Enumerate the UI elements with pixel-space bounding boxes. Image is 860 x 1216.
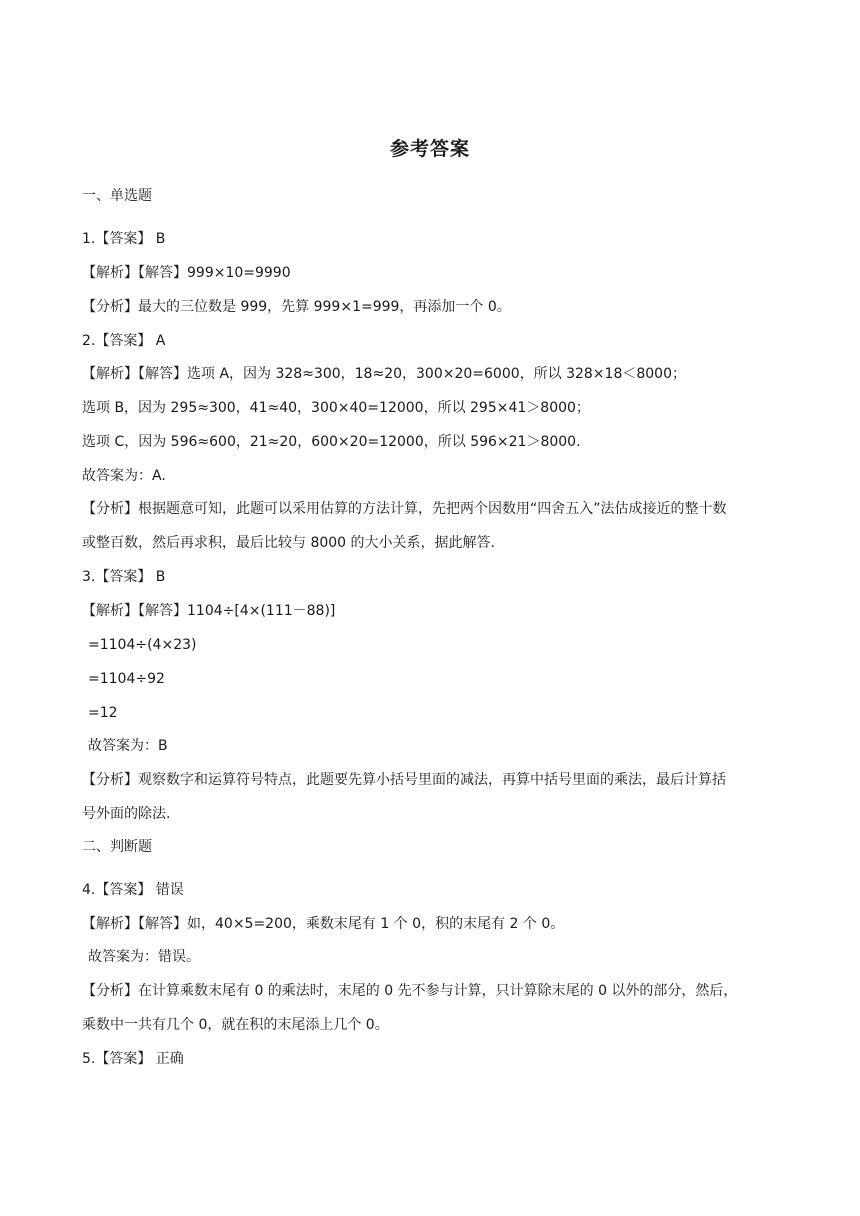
q3-analysis-2: 号外面的除法. <box>82 806 171 822</box>
q4-solution: 【解析】【解答】如，40×5=200，乘数末尾有 1 个 0，积的末尾有 2 个 0。 <box>82 916 565 932</box>
q3-answer: 3.【答案】 B <box>82 569 166 585</box>
q2-conclusion: 故答案为：A. <box>82 468 166 484</box>
q2-solution-b: 选项 B，因为 295≈300，41≈40，300×40=12000，所以 295×41＞8000； <box>82 400 590 416</box>
q4-answer: 4.【答案】 错误 <box>82 882 184 898</box>
section-heading-single-choice: 一、单选题 <box>82 188 152 204</box>
section-heading-true-false: 二、判断题 <box>82 839 152 855</box>
q3-solution: 【解析】【解答】1104÷[4×(111－88)] <box>82 603 336 619</box>
q1-answer: 1.【答案】 B <box>82 231 166 247</box>
q3-conclusion: 故答案为：B <box>88 738 168 754</box>
q3-step-1: =1104÷(4×23) <box>88 637 197 653</box>
q3-analysis-1: 【分析】观察数字和运算符号特点，此题要先算小括号里面的减法，再算中括号里面的乘法，最后计算括 <box>82 772 726 788</box>
q4-analysis-2: 乘数中一共有几个 0，就在积的末尾添上几个 0。 <box>82 1017 389 1033</box>
q1-analysis: 【分析】最大的三位数是 999，先算 999×1=999，再添加一个 0。 <box>82 299 511 315</box>
q5-answer: 5.【答案】 正确 <box>82 1051 184 1067</box>
q2-solution-a: 【解析】【解答】选项 A，因为 328≈300，18≈20，300×20=6000，所以 328×18＜8000； <box>82 366 686 382</box>
q4-conclusion: 故答案为：错误。 <box>88 949 200 965</box>
q2-analysis-2: 或整百数，然后再求积，最后比较与 8000 的大小关系，据此解答. <box>82 535 495 551</box>
page-title: 参考答案 <box>389 138 470 160</box>
q4-analysis-1: 【分析】在计算乘数末尾有 0 的乘法时，末尾的 0 先不参与计算，只计算除末尾的 0 以外的部分，然后， <box>82 983 738 999</box>
q2-solution-c: 选项 C，因为 596≈600，21≈20，600×20=12000，所以 596×21＞8000. <box>82 434 581 450</box>
q2-answer: 2.【答案】 A <box>82 333 166 349</box>
q1-solution: 【解析】【解答】999×10=9990 <box>82 265 291 281</box>
q3-step-3: =12 <box>88 705 118 721</box>
q3-step-2: =1104÷92 <box>88 671 165 687</box>
q2-analysis-1: 【分析】根据题意可知，此题可以采用估算的方法计算，先把两个因数用“四舍五入”法估成接近的整十数 <box>82 501 727 517</box>
